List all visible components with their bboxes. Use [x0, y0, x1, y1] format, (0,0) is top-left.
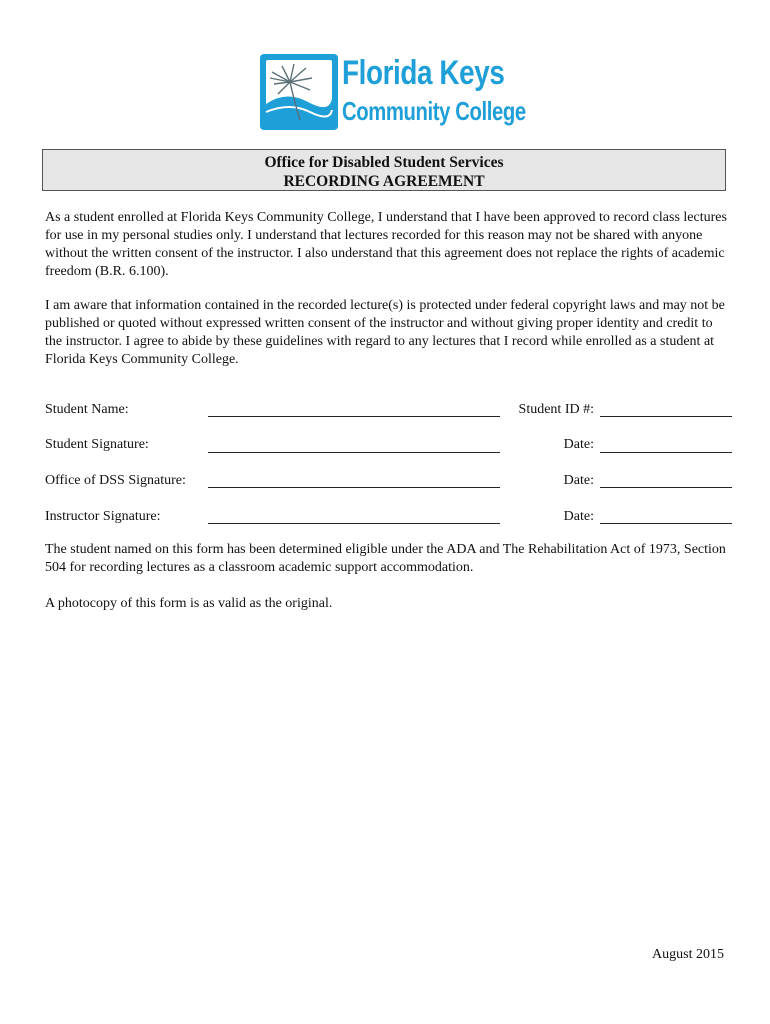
- instructor-signature-line[interactable]: [208, 523, 500, 524]
- dss-date-label: Date:: [563, 473, 594, 488]
- dss-signature-label: Office of DSS Signature:: [45, 473, 186, 488]
- college-logo: [260, 54, 526, 130]
- office-title: Office for Disabled Student Services: [264, 154, 504, 171]
- student-name-line[interactable]: [208, 416, 500, 417]
- revision-date: August 2015: [652, 947, 724, 962]
- student-name-label: Student Name:: [45, 402, 129, 417]
- paragraph-photocopy: A photocopy of this form is as valid as the original.: [45, 596, 333, 611]
- student-date-label: Date:: [563, 437, 594, 452]
- student-signature-line[interactable]: [208, 452, 500, 453]
- agreement-title: RECORDING AGREEMENT: [283, 173, 485, 190]
- paragraph-approval: As a student enrolled at Florida Keys Community College, I understand that I have been approved to record class lectures for use in my personal studies only. I understand that lectures recorded for this reason may not be shared with anyone without the written consent of the instructor. I also understand that this agreement does not replace the rights of academic freedom (B.R. 6.100).: [45, 210, 727, 279]
- student-signature-label: Student Signature:: [45, 437, 149, 452]
- logo-subtitle: Community College: [342, 96, 526, 126]
- paragraph-eligibility: The student named on this form has been determined eligible under the ADA and The Rehabilitation Act of 1973, Section 504 for recording lectures as a classroom academic support accommodation.: [45, 542, 726, 575]
- palm-wave-icon: [260, 54, 338, 130]
- dss-date-line[interactable]: [600, 487, 732, 488]
- instructor-signature-label: Instructor Signature:: [45, 509, 161, 524]
- form-title-box: [42, 149, 726, 191]
- instructor-date-line[interactable]: [600, 523, 732, 524]
- instructor-date-label: Date:: [563, 509, 594, 524]
- paragraph-copyright: I am aware that information contained in the recorded lecture(s) is protected under federal copyright laws and may not be published or quoted without expressed written consent of the instructor and without giving proper identity and credit to the instructor. I agree to abide by these guidelines with regard to any lectures that I record while enrolled as a student at Florida Keys Community College.: [45, 298, 725, 367]
- dss-signature-line[interactable]: [208, 487, 500, 488]
- logo-title: Florida Keys: [342, 54, 505, 92]
- student-id-line[interactable]: [600, 416, 732, 417]
- student-date-line[interactable]: [600, 452, 732, 453]
- student-id-label: Student ID #:: [518, 402, 594, 417]
